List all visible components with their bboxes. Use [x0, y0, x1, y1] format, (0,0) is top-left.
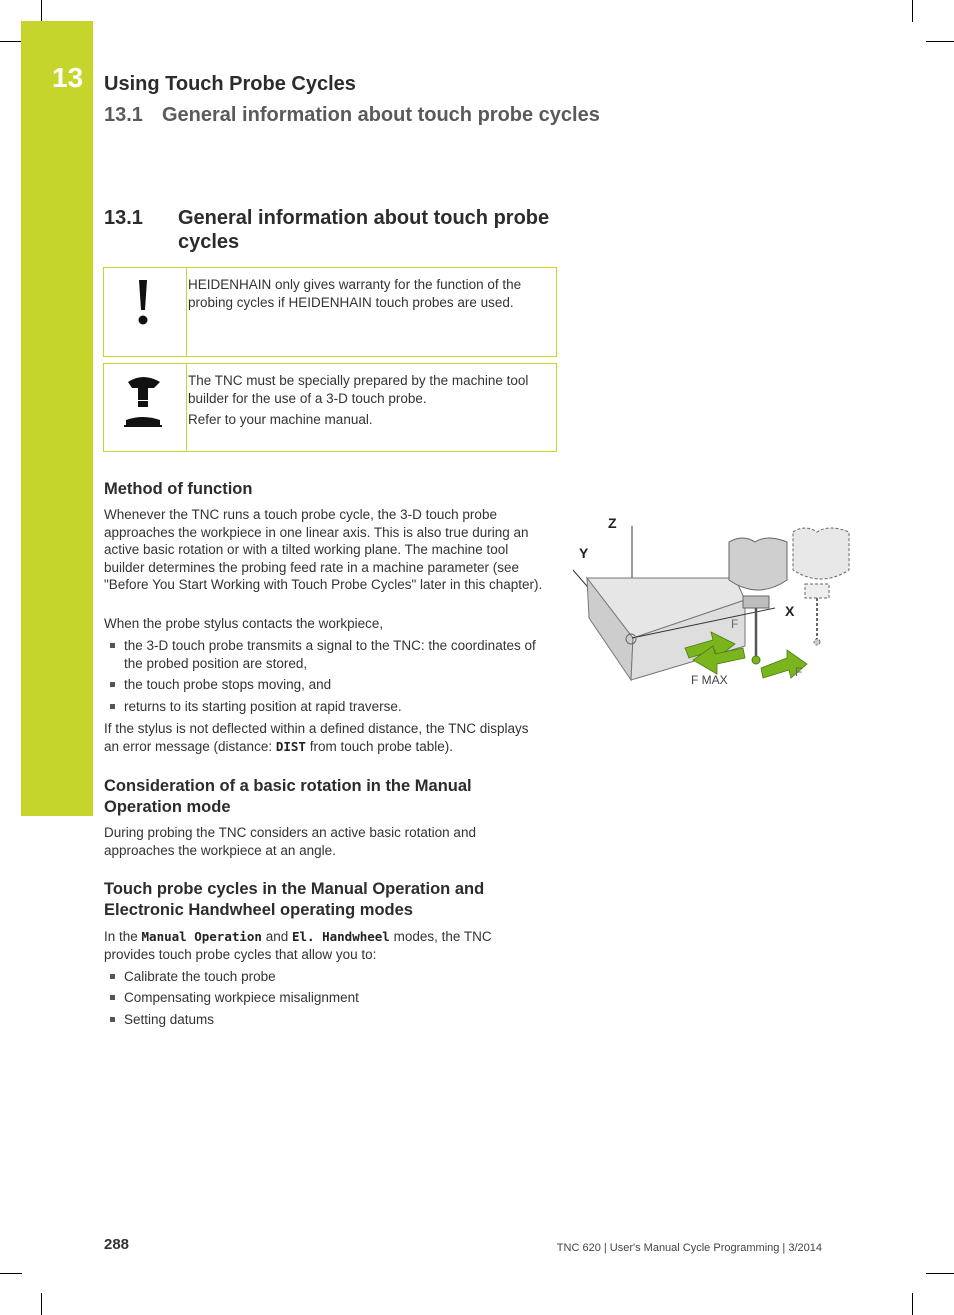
paragraph: Whenever the TNC runs a touch probe cycle, the 3-D touch probe approaches the workpiece in one linear axis. This is also true during an active basic rotation or with a tilted working plane. The machine tool builder determines the probing feed rate in a machine parameter (see "Before You Start Working with Touch Probe Cycles" later in this chapter).: [104, 507, 543, 593]
running-header-section: [104, 104, 600, 127]
code-el-handwheel: El. Handwheel: [291, 929, 390, 944]
axis-label-z: Z: [608, 515, 617, 531]
exclamation-icon: [104, 268, 186, 356]
text-run: In the: [104, 929, 142, 944]
label-feed-max: F MAX: [691, 673, 728, 687]
heading-method-of-function: Method of function: [104, 480, 253, 498]
text-run: from touch probe table).: [305, 738, 454, 754]
text-run: and: [261, 929, 292, 944]
touch-probe-figure: [565, 508, 865, 698]
running-header-section-title: General information about touch probe cycles: [162, 104, 600, 126]
section-number: 13.1: [104, 207, 143, 229]
chapter-title: Using Touch Probe Cycles: [104, 73, 356, 95]
crop-mark: [926, 41, 954, 42]
chapter-side-bar: [21, 21, 93, 816]
chapter-number: 13: [52, 62, 84, 93]
list-item: the touch probe stops moving, and: [104, 676, 544, 694]
paragraph: [104, 720, 544, 755]
axis-label-x: X: [785, 603, 795, 619]
heading-basic-rotation: Consideration of a basic rotation in the Manual Operation mode: [104, 777, 472, 816]
machine-tool-icon: [104, 364, 186, 451]
list-item: the 3-D touch probe transmits a signal to the TNC: the coordinates of the probed position are stored,: [104, 637, 544, 672]
paragraph: When the probe stylus contacts the workpiece,: [104, 616, 384, 631]
crop-mark: [41, 0, 42, 22]
page-number: 288: [104, 1236, 130, 1253]
note-icon-cell: [104, 268, 187, 356]
code-manual-operation: Manual Operation: [141, 929, 262, 944]
note-paragraph: The TNC must be specially prepared by the machine tool builder for the use of a 3-D touch probe.: [188, 373, 529, 406]
list-item: Setting datums: [104, 1011, 544, 1029]
axis-label-y: Y: [579, 545, 589, 561]
label-feed: F: [795, 665, 803, 679]
text-run: modes, the TNC provides touch probe cycles that allow you to:: [104, 929, 492, 962]
note-text: [188, 276, 538, 315]
crop-mark: [912, 0, 913, 22]
note-paragraph: HEIDENHAIN only gives warranty for the function of the probing cycles if HEIDENHAIN touch probes are used.: [188, 277, 522, 310]
section-title-text: General information about touch probe cycles: [178, 207, 550, 253]
paragraph: During probing the TNC considers an active basic rotation and approaches the workpiece at an angle.: [104, 825, 476, 858]
paragraph: [104, 928, 544, 963]
crop-mark: [0, 41, 22, 42]
list-item: Compensating workpiece misalignment: [104, 989, 544, 1007]
heading-manual-operation: Touch probe cycles in the Manual Operation and Electronic Handwheel operating modes: [104, 880, 485, 919]
list-item: returns to its starting position at rapid traverse.: [104, 698, 544, 716]
list-item: Calibrate the touch probe: [104, 968, 544, 986]
crop-mark: [41, 1293, 42, 1315]
code-dist: DIST: [275, 738, 306, 754]
crop-mark: [0, 1273, 22, 1274]
probe-start-position: [793, 528, 849, 645]
note-machine: [103, 363, 557, 452]
running-header-section-number: 13.1: [104, 104, 143, 126]
footer-text: TNC 620 | User's Manual Cycle Programming | 3/2014: [556, 1242, 822, 1254]
crop-mark: [912, 1293, 913, 1315]
note-icon-cell: [104, 364, 187, 451]
text-run: If the stylus is not deflected within a defined distance, the TNC displays an error message (distance:: [104, 721, 529, 754]
crop-mark: [926, 1273, 954, 1274]
note-paragraph: Refer to your machine manual.: [188, 412, 373, 427]
note-warning: [103, 267, 557, 357]
note-text: [188, 372, 538, 432]
label-feed: F: [731, 617, 739, 631]
